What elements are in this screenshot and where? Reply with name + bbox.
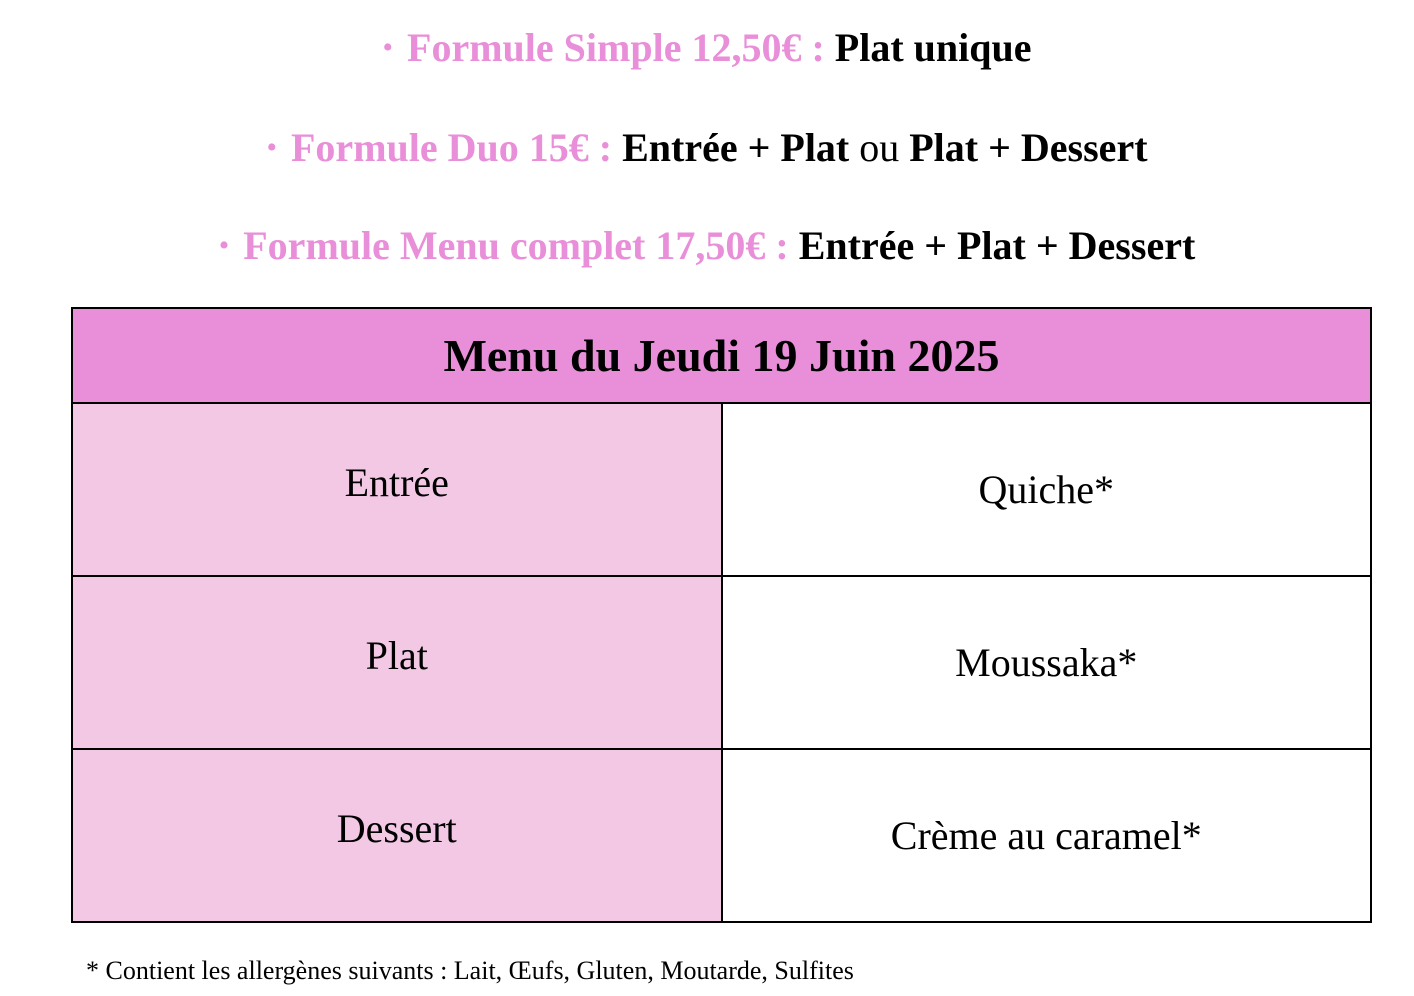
formula-title: Formule Simple 12,50€ : <box>407 25 825 70</box>
course-label <box>72 576 722 749</box>
formula-title: Formule Menu complet 17,50€ : <box>243 223 789 268</box>
bullet-icon: • <box>218 229 230 262</box>
course-label-text: Entrée <box>344 460 449 505</box>
course-label-text: Dessert <box>336 806 457 851</box>
formula-option-2: Plat + Dessert <box>909 125 1148 170</box>
formula-description: Plat unique <box>834 25 1032 70</box>
formula-menu-complet <box>0 222 1414 274</box>
dish-name: Moussaka* <box>722 576 1372 749</box>
bullet-icon: • <box>266 131 277 164</box>
course-label <box>72 403 722 576</box>
formula-duo <box>0 124 1414 176</box>
course-label <box>72 749 722 922</box>
formula-simple <box>0 24 1414 76</box>
menu-title: Menu du Jeudi 19 Juin 2025 <box>72 308 1371 403</box>
dish-name: Crème au caramel* <box>722 749 1372 922</box>
menu-table <box>71 307 1372 923</box>
course-label-text: Plat <box>365 633 428 678</box>
formula-option-1: Entrée + Plat <box>622 125 850 170</box>
allergen-footnote: * Contient les allergènes suivants : Lait, Œufs, Gluten, Moutarde, Sulfites <box>86 956 854 985</box>
formula-description: Entrée + Plat + Dessert <box>798 223 1196 268</box>
bullet-icon: • <box>382 31 394 64</box>
formula-title: Formule Duo 15€ : <box>291 125 613 170</box>
formula-connector: ou <box>859 125 900 170</box>
table-row <box>72 576 1371 749</box>
table-row <box>72 749 1371 922</box>
table-row <box>72 403 1371 576</box>
dish-name: Quiche* <box>722 403 1372 576</box>
